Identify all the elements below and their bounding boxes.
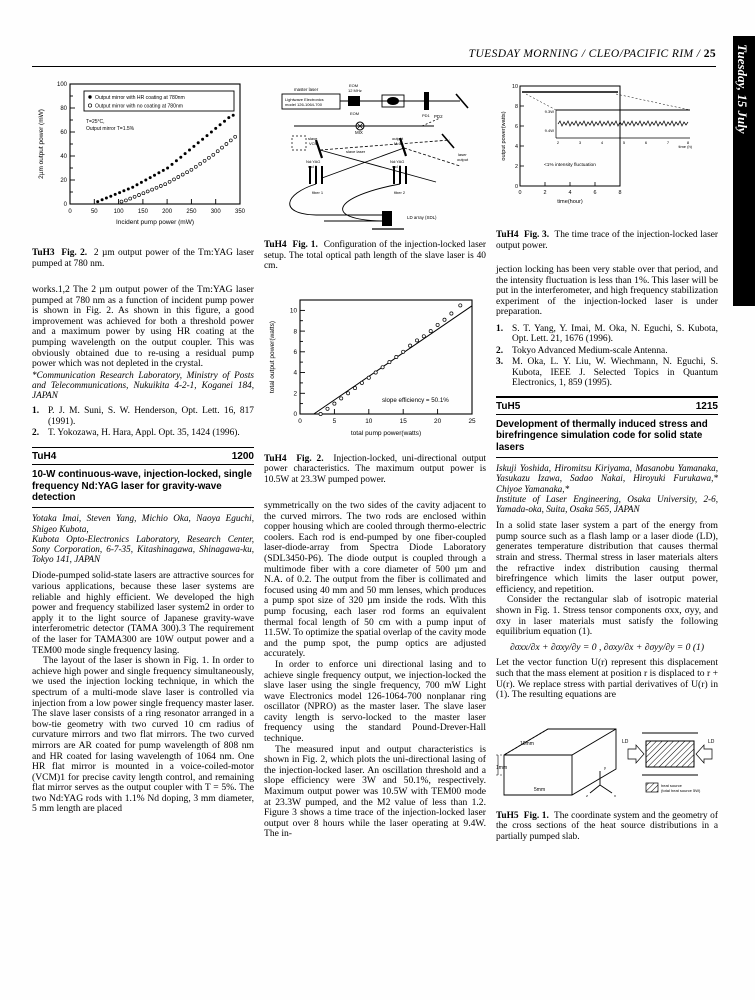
svg-text:fiber 1: fiber 1 [312,190,324,195]
svg-text:(total heat source 5W): (total heat source 5W) [661,787,701,793]
svg-text:LD: LD [622,738,629,745]
svg-text:rod 2: rod 2 [392,164,402,169]
header-rule [32,66,716,67]
svg-text:Nd:YAG: Nd:YAG [390,159,405,164]
svg-text:6: 6 [515,124,518,130]
session-authors: Yotaka Imai, Steven Yang, Michio Oka, Naoya Eguchi, Shigeo Kubota, [32,513,254,534]
figure-number: Fig. 2. [296,453,324,464]
reference-item: 2. T. Yokozawa, H. Hara, Appl. Opt. 35, 1424 (1996). [32,428,240,439]
chart-xlabel: time(hour) [557,199,583,205]
svg-text:LD: LD [708,738,715,745]
svg-text:12 MHz: 12 MHz [348,88,362,93]
svg-text:40: 40 [60,154,67,160]
session-rule-bottom [32,507,254,508]
figure-tuh3-fig2 [32,74,254,242]
svg-text:MIX: MIX [355,130,363,135]
day-tab [733,36,755,306]
svg-text:4: 4 [293,369,297,377]
figure-caption-text: 2 µm output power of the Tm:YAG laser pumped at 780 nm. [32,248,255,269]
col2-paragraph-3: The measured input and output characteristics is shown in Fig. 2, which plots the uni-directional lasing of the injection-locked laser. An oscillation threshold and a slope efficiency were 3W and 50.1%, respectively. Maximum output power was 10.5W with TEM00 mode at 23.3W pumped, and the M2 value of less than 1.2. Figure 3 shows a time trace of the injection-locked laser output over 8 hours while the laser operating at 9.4W. The in- [264,743,486,840]
svg-text:output: output [392,136,404,141]
figure-code: TuH3 [32,248,55,258]
column-1 [32,74,254,815]
svg-text:4: 4 [515,144,518,150]
session-rule-bottom [496,457,718,458]
chart-fig2-col2 [264,286,486,448]
col1-paragraph-2: Diode-pumped solid-state lasers are attractive sources for various applications, because these laser systems are reliable and highly efficient. We developed the high power and frequency stabilized laser system2 in order to apply it to the light source of Japanese gravity-wave interferometric detector (TAMA 300).3 The requirement of the laser for TAMA300 are 10W output power and a TEM00 mode single frequency lasing. [32,570,254,656]
svg-text:0: 0 [63,202,67,208]
svg-text:3: 3 [578,140,582,145]
chart-xlabel: Incident pump power (mW) [115,219,195,226]
svg-text:8: 8 [293,327,297,335]
svg-text:4: 4 [600,140,604,145]
svg-text:time (h): time (h) [678,144,692,149]
svg-text:slave: slave [308,136,318,141]
svg-text:slave laser: slave laser [346,149,366,154]
svg-text:EOM: EOM [350,111,360,116]
svg-text:y: y [604,764,606,770]
svg-text:50: 50 [90,209,98,215]
svg-text:0: 0 [298,417,302,425]
svg-text:5mm: 5mm [534,786,546,793]
session-tuh4 [32,447,254,565]
chart-annotation: slope efficiency = 50.1% [382,396,449,404]
figure-code: TuH4 [496,230,519,240]
svg-text:x: x [614,792,616,798]
figure-code: TuH4 [264,453,287,464]
page-number: 25 [703,48,716,60]
day-tab-label: Tuesday, 15 July [735,44,750,134]
col2-paragraph-2: In order to enforce uni directional lasing and to achieve single frequency output, we injection-locked the slave laser using the single frequency, 700 mW Light wave Electronics model 126-1064-700 nonplanar ring oscillator (NPRO) as the master laser. The slave laser cavity length is servo-locked to the master laser frequency using the standard Pound-Drever-Hall technique. [264,658,486,745]
svg-text:20: 20 [60,178,67,184]
svg-text:rod 1: rod 1 [308,164,318,169]
session-code: TuH4 [32,450,57,462]
svg-text:9.3W: 9.3W [544,109,554,114]
svg-text:0: 0 [518,190,522,196]
svg-text:150: 150 [137,209,148,215]
svg-text:PD2: PD2 [434,114,443,119]
figure-tuh4-fig2 [264,286,486,448]
figure-tuh4-fig3 [496,74,718,224]
col3-references [496,324,718,388]
session-title: Development of thermally induced stress and birefringence simulation code for solid state lasers [496,419,708,453]
diagram-laser-setup [264,74,486,234]
svg-text:Output mirror T=1.5%: Output mirror T=1.5% [86,126,135,132]
svg-text:Output mirror with no coating: Output mirror with no coating at 780nm [95,103,184,110]
svg-text:7: 7 [666,140,670,145]
col3-paragraph-1: jection locking has been very stable over that period, and the intensity fluctuation is less than 1%. This laser will be put in the interferometer, and high frequency stabilization experiment of the injection-locked laser is under preparation. [496,264,718,318]
session-affiliation: Institute of Laser Engineering, Osaka University, 2-6, Yamada-oka, Suita, Osaka 565, JAPAN [496,493,718,515]
svg-text:Nd:YAG: Nd:YAG [306,159,321,164]
figure-code: TuH5 [496,810,519,821]
figure-caption-tuh5-fig1 [496,811,718,843]
column-2 [264,74,486,840]
column-3 [496,74,718,842]
svg-text:fiber 2: fiber 2 [394,190,406,195]
svg-text:10: 10 [289,307,297,315]
svg-text:10mm: 10mm [520,740,534,747]
svg-text:8: 8 [686,140,690,145]
reference-item: 1. P. J. M. Suni, S. W. Henderson, Opt. Lett. 16, 817 (1991). [32,406,254,427]
svg-text:Output mirror with HR coating: Output mirror with HR coating at 780nm [95,95,185,102]
svg-text:1mm: 1mm [496,764,508,771]
chart-inset [526,94,693,149]
figure-number: Fig. 3. [524,230,550,240]
svg-text:100: 100 [113,209,124,215]
session-time: 1200 [231,450,254,462]
figure-caption-text: Configuration of the injection-locked laser setup. The total optical path length of the slave laser is 40 cm. [264,240,487,271]
reference-text: M. Oka, L. Y. Liu, W. Wiechmann, N. Eguchi, S. Kubota, IEEE J. Selected Topics in Quantum Electronics, 1, 859 (1995). [512,357,718,388]
svg-text:20: 20 [434,417,442,425]
running-head-text: TUESDAY MORNING / CLEO/PACIFIC RIM / [468,48,701,60]
svg-text:2: 2 [543,190,547,196]
figure-tuh5-fig1 [496,709,718,805]
running-head [0,48,716,60]
session-title: 10-W continuous-wave, injection-locked, single frequency Nd:YAG laser for gravity-wave detection [32,469,252,503]
svg-text:master laser: master laser [294,87,319,92]
chart-fig3-col3 [496,74,696,224]
session-time: 1215 [695,400,718,412]
reference-item: 2. Tokyo Advanced Medium-scale Antenna. [496,345,668,356]
svg-text:6: 6 [593,190,597,196]
svg-text:M.C: M.C [394,141,402,146]
col1-paragraph-1: works.1,2 The 2 µm output power of the Tm:YAG laser pumped at 780 nm as a function of incident pump power is shown in Fig. 2. As shown in this figure, a good improvement was achieved for both a threshold power and a maximum power by using HR coating at the pumping wavelength on the output coupler. This was obviously obtained due to re-using a residual pump power which was not depleted in the crystal. [32,284,254,370]
session-tuh5 [496,396,718,514]
col3-equation: ∂σxx/∂x + ∂σxy/∂y = 0 , ∂σxy/∂x + ∂σyy/∂y = 0 (1) [509,641,705,653]
reference-item: 3. M. Oka, L. Y. Liu, W. Wiechmann, N. Eguchi, S. Kubota, IEEE J. Selected Topics in Quantum Electronics, 1, 859 (1995). [496,357,718,388]
reference-text: P. J. M. Suni, S. W. Henderson, Opt. Lett. 16, 817 (1991). [48,406,254,427]
chart-ylabel: 2µm output power (mW) [38,109,45,179]
chart-xlabel: total pump power(watts) [350,429,422,437]
svg-text:6: 6 [293,348,297,356]
svg-text:z: z [586,792,588,798]
session-authors: Iskuji Yoshida, Hiromitsu Kiriyama, Masanobu Yamanaka, Yasukazu Izawa, Sadao Nakai, Hiroyuki Furukawa,* Chiyoe Yamanaka,* [496,463,718,494]
figure-caption-text: The coordinate system and the geometry of the cross sections of the heat source distributions in a partially pumped slab. [496,810,718,842]
figure-number: Fig. 2. [61,248,88,258]
reference-text: Tokyo Advanced Medium-scale Antenna. [512,345,668,356]
svg-text:100: 100 [56,82,67,88]
figure-number: Fig. 1. [523,810,549,821]
col3-paragraph-4: Let the vector function U(r) represent this displacement such that the mass element at position r is displaced to r + U(r). We replace stress with partial derivatives of U(r) in (1). The resulting equations are [496,657,718,701]
svg-text:Lightwave Electronics: Lightwave Electronics [285,97,324,102]
svg-text:2: 2 [293,390,297,397]
svg-text:EOM: EOM [349,83,359,88]
svg-text:250: 250 [186,209,197,215]
svg-text:8: 8 [618,190,622,196]
svg-text:200: 200 [162,209,173,215]
reference-text: S. T. Yang, Y. Imai, M. Oka, N. Eguchi, S. Kubota, Opt. Lett. 21, 1676 (1996). [512,323,718,345]
svg-text:VCM: VCM [309,141,318,146]
svg-text:6: 6 [644,140,648,145]
svg-text:8: 8 [515,104,518,110]
chart-fig2-col1 [32,74,254,242]
session-code: TuH5 [496,400,521,412]
svg-text:10: 10 [512,84,518,90]
session-code-row [32,448,254,464]
figure-number: Fig. 1. [292,240,318,250]
chart-ylabel: total output power(watts) [269,320,276,393]
svg-text:2: 2 [556,140,560,145]
figure-tuh4-fig1 [264,74,486,234]
svg-text:4: 4 [568,190,572,196]
figure-caption-text: Injection-locked, uni-directional output power characteristics. The maximum output power is 10.5W at 23.3W pumped power. [264,453,486,485]
diagram-slab-geometry [496,709,718,805]
svg-text:80: 80 [60,106,67,112]
svg-text:2: 2 [515,164,518,170]
col1-affiliation: *Communication Research Laboratory, Ministry of Posts and Telecommunications, Nukuikita 4-2-1, Koganei 184, JAPAN [32,369,254,401]
col1-paragraph-3: The layout of the laser is shown in Fig. 1. In order to achieve high power and single frequency simultaneously, we used the injection locking technique, in which the spectrum of a multi-mode slave laser is controlled via injection from a low power single frequency master laser. The slave laser consists of a ring resonator arranged in a bow-tie geometry with two curved 10 cm radius of curvature mirrors and two flat mirrors. The two curved mirrors are AR coated for pump wavelength of 808 nm and HR coated for lasing wavelength of 1064 nm. One HR flat mirror is mounted in a voice-coiled-motor (VCM)1 for precise cavity length control, and remaining flat mirror serves as the output coupler with T = 5%. The two Nd:YAG rods with 1.1% Nd doping, 3 mm diameter, 5 mm length are placed [32,655,254,815]
figure-caption-tuh4-fig3 [496,230,718,251]
svg-text:5: 5 [332,417,337,425]
col1-references [32,406,254,438]
svg-text:5: 5 [622,140,626,145]
col3-paragraph-2: In a solid state laser system a part of the energy from pump source such as a flash lamp or a laser diode (LD), generates temperature distribution that causes thermal strain and stress. Thermal stress in laser materials alters the refractive index distribution causing thermal birefringence which limits the laser output power, efficiency, and repetition. [496,520,718,595]
svg-text:0: 0 [68,209,72,215]
svg-text:350: 350 [234,209,246,215]
session-code-row [496,398,718,414]
svg-text:heat source: heat source [661,782,682,788]
reference-text: T. Yokozawa, H. Hara, Appl. Opt. 35, 1424 (1996). [48,428,240,439]
svg-text:10: 10 [365,417,373,425]
svg-text:laser: laser [458,152,467,157]
svg-text:output: output [457,157,469,162]
svg-text:300: 300 [210,209,221,215]
chart-ylabel: output power(watts) [501,111,507,161]
svg-text:25: 25 [468,417,476,425]
figure-caption-tuh4-fig2 [264,454,486,486]
svg-text:PD1: PD1 [422,113,430,118]
svg-text:T=25°C,: T=25°C, [86,119,105,125]
svg-text:0: 0 [515,184,518,190]
svg-text:60: 60 [60,130,67,136]
svg-text:15: 15 [399,417,407,425]
col2-paragraph-1: symmetrically on the two sides of the cavity adjacent to the curved mirrors. The two rods are enclosed within copper housing which are cooled through thermo-electric coolers. Each rod is end-pumped by one fiber-coupled laser-diode-array from Spectra Diode Laboratory (SDL3450-P6). The diode output is coupled through a multimode fiber with a core diameter of 500 µm and N.A. of 0.2. The output from the fiber is collimated and focused using 40 mm and 50 mm lenses, which produces a pump spot size of 320 µm inside the rods. With this pump focusing, each laser rod forms an equivalent thermal focal length of 50 cm with a pump input of 11.5W. To optimize the spatial overlap of the cavity mode and the pump spot, the pump optics are adjusted accurately. [264,500,486,660]
svg-text:9.4W: 9.4W [544,128,554,133]
figure-code: TuH4 [264,240,287,250]
chart-annotation: <1% intensity fluctuation [544,163,596,168]
figure-caption-tuh3-fig2 [32,248,254,269]
reference-item: 1. S. T. Yang, Y. Imai, M. Oka, N. Eguchi, S. Kubota, Opt. Lett. 21, 1676 (1996). [496,323,718,345]
figure-caption-tuh4-fig1 [264,240,486,272]
session-affiliation: Kubota Opto-Electronics Laboratory, Research Center, Sony Corporation, 6-7-35, Kitashinagawa, Shinagawa-ku, Tokyo 141, JAPAN [32,533,254,565]
svg-text:0: 0 [293,410,297,418]
svg-text:model 126-1064-700: model 126-1064-700 [285,102,322,107]
svg-text:LD array (SDL): LD array (SDL) [407,215,437,220]
col3-paragraph-3: Consider the rectangular slab of isotropic material shown in Fig. 1. Stress tensor components σxx, σyy, and σxy in laser materials must satisfy the following equilibrium equation (1). [496,594,718,638]
figure-caption-text: The time trace of the injection-locked laser output power. [496,230,719,251]
